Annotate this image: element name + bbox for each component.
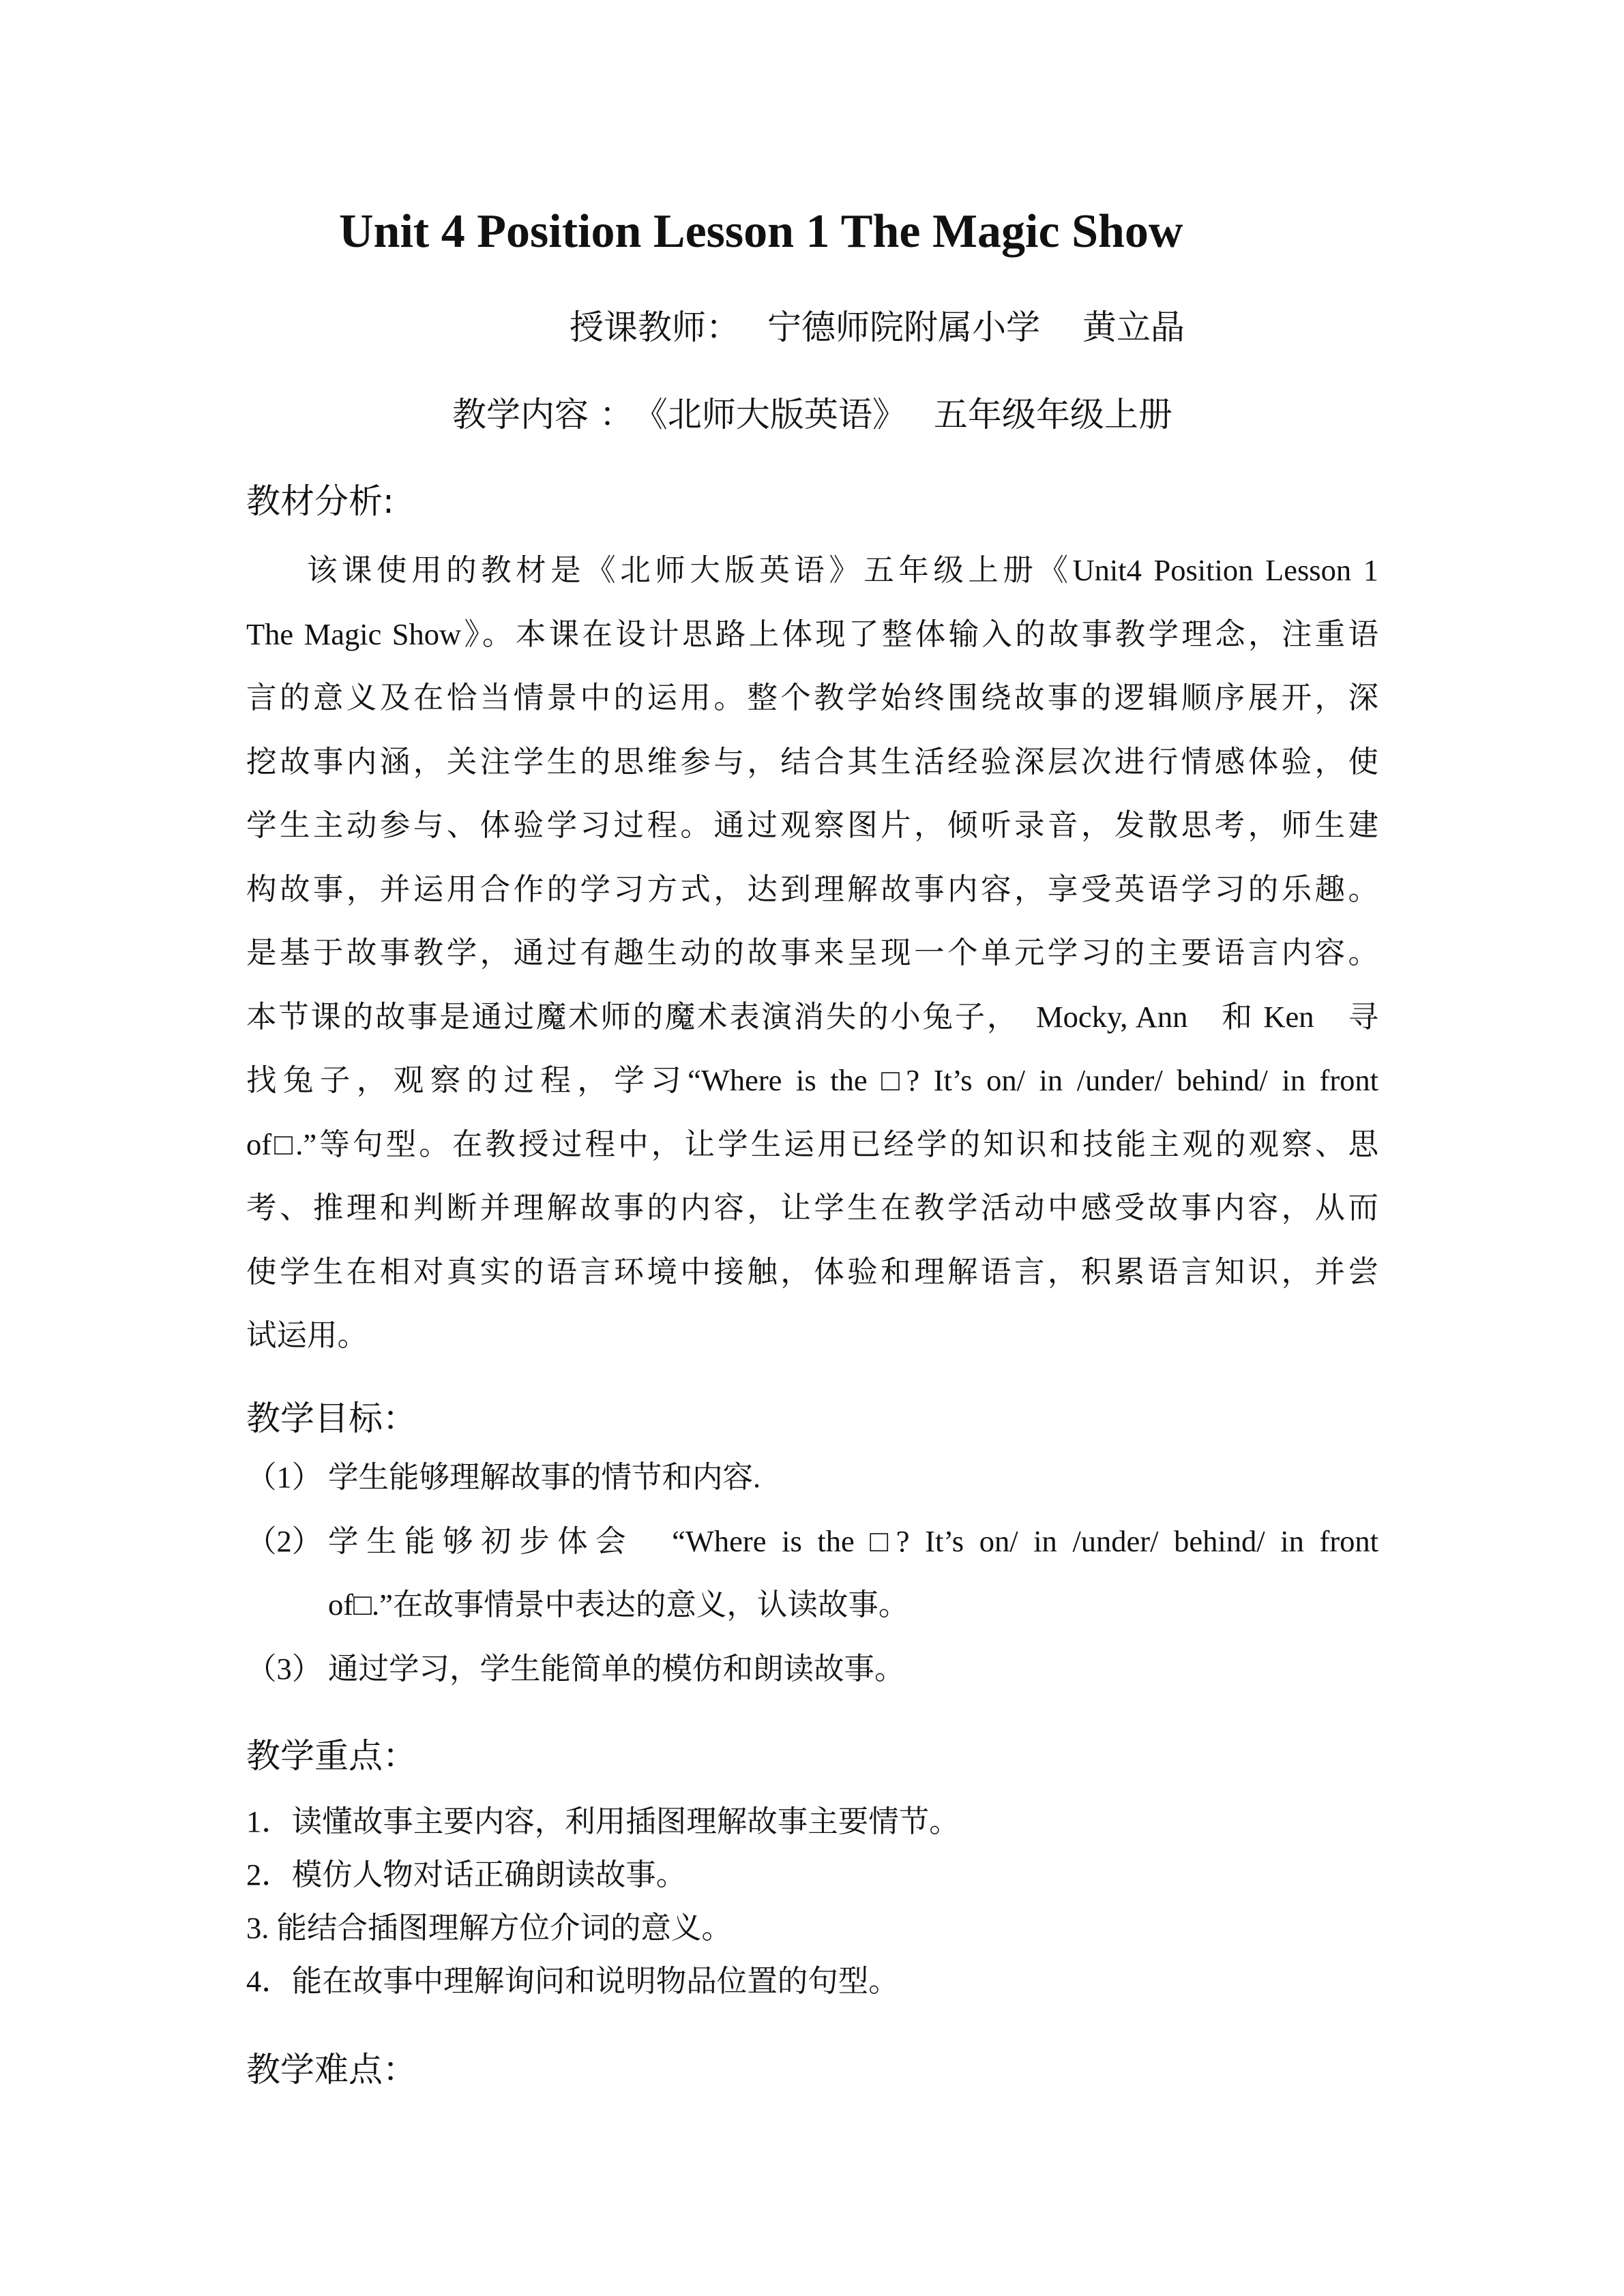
lesson-title: Unit 4 Position Lesson 1 The Magic Show <box>339 205 1183 258</box>
teacher-label: 授课教师： <box>570 308 740 347</box>
content-line <box>452 387 1172 436</box>
section-heading-goals: 教学目标： <box>246 1399 417 1438</box>
goals-list <box>246 1446 1378 1701</box>
goal-text: 学生能够理解故事的情节和内容. <box>328 1460 761 1494</box>
section-heading-analysis: 教材分析: <box>246 481 394 521</box>
analysis-line: 本节课的故事是通过魔术师的魔术表演消失的小兔子， Mocky, Ann 和 Ken 寻 <box>246 999 1378 1034</box>
goal-text: 学生能够初步体会 “Where is the □? It’s on/ in /under/ behind/ in front <box>328 1523 1378 1558</box>
teacher-name: 黄立晶 <box>1082 308 1185 347</box>
goal-text-continuation: of□.”在故事情景中表达的意义，认读故事。 <box>328 1587 909 1622</box>
analysis-line: 是基于故事教学，通过有趣生动的故事来呈现一个单元学习的主要语言内容。 <box>246 936 1378 970</box>
goal-number: （2） <box>246 1523 323 1558</box>
teacher-line <box>570 300 1185 349</box>
analysis-line: 构故事，并运用合作的学习方式，达到理解故事内容，享受英语学习的乐趣。 <box>246 871 1378 906</box>
goal-item <box>246 1446 1378 1510</box>
goal-number: （3） <box>246 1651 323 1686</box>
analysis-line: 挖故事内涵，关注学生的思维参与，结合其生活经验深层次进行情感体验，使 <box>246 744 1378 779</box>
analysis-paragraph <box>246 539 1378 1368</box>
analysis-line: 找兔子，观察的过程，学习“Where is the □? It’s on/ in /under/ behind/ in front <box>246 1063 1378 1097</box>
goal-item <box>246 1510 1378 1574</box>
content-label: 教学内容 ： <box>452 395 634 434</box>
analysis-line: 言的意义及在恰当情景中的运用。整个教学始终围绕故事的逻辑顺序展开，深 <box>246 681 1378 715</box>
teacher-school: 宁德师院附属小学 <box>767 308 1040 347</box>
key-point-item: 1．读懂故事主要内容，利用插图理解故事主要情节。 <box>246 1804 960 1838</box>
content-grade: 五年级年级上册 <box>933 395 1172 434</box>
analysis-line: 该课使用的教材是《北师大版英语》五年级上册《Unit4 Position Lesson 1 <box>307 553 1378 587</box>
analysis-line: 学生主动参与、体验学习过程。通过观察图片，倾听录音，发散思考，师生建 <box>246 808 1378 842</box>
analysis-line: of□.”等句型。在教授过程中，让学生运用已经学的知识和技能主观的观察、思 <box>246 1127 1378 1161</box>
analysis-line: 试运用。 <box>246 1318 368 1352</box>
section-heading-difficulties: 教学难点： <box>246 2050 417 2089</box>
key-point-item: 2．模仿人物对话正确朗读故事。 <box>246 1858 687 1892</box>
content-book: 《北师大版英语》 <box>633 395 906 434</box>
goal-text: 通过学习，学生能简单的模仿和朗读故事。 <box>328 1651 905 1686</box>
goal-number: （1） <box>246 1460 323 1494</box>
section-heading-key-points: 教学重点： <box>246 1736 417 1776</box>
analysis-line: The Magic Show》。本课在设计思路上体现了整体输入的故事教学理念，注重语 <box>246 616 1378 651</box>
key-points-list <box>246 1795 960 2008</box>
key-point-item: 4．能在故事中理解询问和说明物品位置的句型。 <box>246 1964 899 1998</box>
key-point-item: 3. 能结合插图理解方位介词的意义。 <box>246 1911 733 1945</box>
goal-item <box>246 1637 1378 1701</box>
analysis-line: 考、推理和判断并理解故事的内容，让学生在教学活动中感受故事内容，从而 <box>246 1191 1378 1225</box>
analysis-line: 使学生在相对真实的语言环境中接触，体验和理解语言，积累语言知识，并尝 <box>246 1254 1378 1289</box>
